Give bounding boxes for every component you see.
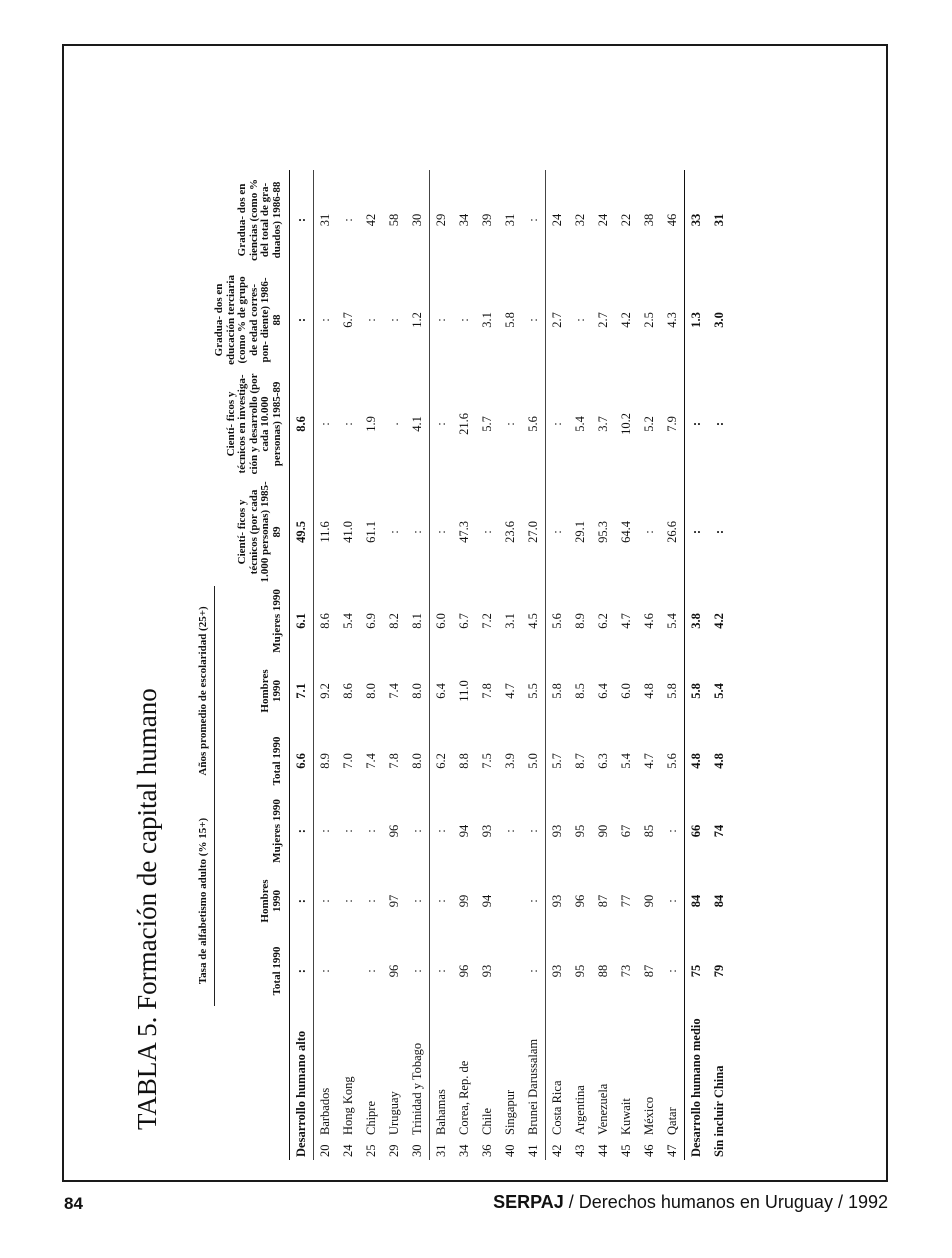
cell-value: 5.4 <box>712 683 726 699</box>
cell-value: : <box>685 478 709 586</box>
cell-value: : <box>526 899 540 903</box>
cell-value: 27.0 <box>526 521 540 543</box>
cell-value: : <box>665 969 679 973</box>
cell-value: 29.1 <box>573 521 587 543</box>
cell-value: : <box>410 899 424 903</box>
cell-value: 5.5 <box>526 683 540 699</box>
cell-value: 8.2 <box>387 613 401 629</box>
cell-value: : <box>294 898 308 904</box>
cell-value: 61.1 <box>364 521 378 543</box>
cell-value: 29 <box>430 170 454 270</box>
cell-value: 46 <box>665 213 679 227</box>
cell-value: : <box>387 318 401 322</box>
cell-value: 4.3 <box>665 312 679 328</box>
footer-publisher: SERPAJ <box>493 1192 564 1212</box>
cell-value: : <box>642 530 656 534</box>
cell-value: 38 <box>642 213 656 227</box>
table-row <box>615 170 638 1160</box>
cell-value: 90 <box>642 894 656 908</box>
table-row <box>522 170 546 1160</box>
row-rank: 42 <box>546 1138 570 1160</box>
cell-value: 30 <box>410 213 424 227</box>
cell-value: 8.7 <box>573 753 587 769</box>
section-label: Desarrollo humano alto <box>294 1030 308 1157</box>
cell-value: : <box>294 217 308 223</box>
page-number: 84 <box>64 1194 83 1213</box>
cell-value: : <box>341 218 355 222</box>
cell-value: 93 <box>480 964 494 978</box>
table-row <box>337 170 360 1160</box>
cell-value: 7.5 <box>480 753 494 769</box>
cell-value: 34 <box>457 213 471 227</box>
cell-value: 8.9 <box>314 726 338 796</box>
cell-value: 4.2 <box>712 613 726 629</box>
cell-value: 93 <box>546 936 570 1006</box>
cell-value: 90 <box>596 824 610 838</box>
cell-value: 7.4 <box>364 753 378 769</box>
cell-value: : <box>573 318 587 322</box>
row-rank: 40 <box>503 1144 517 1157</box>
cell-value: : <box>341 422 355 426</box>
cell-value: 41.0 <box>341 521 355 543</box>
cell-value: 5.8 <box>503 312 517 328</box>
footer-subtitle: / Derechos humanos en Uruguay / 1992 <box>563 1192 888 1212</box>
rotated-table-area <box>130 150 830 1160</box>
cell-value: : <box>546 370 570 478</box>
cell-value: 85 <box>642 824 656 838</box>
cell-value: 8.6 <box>314 586 338 656</box>
cell-value: 6.9 <box>364 613 378 629</box>
cell-value: 4.2 <box>619 312 633 328</box>
cell-value: 6.4 <box>596 683 610 699</box>
group-schooling: Años promedio de escolaridad (25+) <box>198 586 214 796</box>
cell-value: 97 <box>387 894 401 908</box>
cell-value: 96 <box>387 824 401 838</box>
column-header: Cientí- ficos y técnicos (por cada 1.000 personas) 1985-89 <box>214 478 290 586</box>
cell-value: 3.9 <box>503 753 517 769</box>
cell-value: 24 <box>546 170 570 270</box>
cell-value: 33 <box>685 170 709 270</box>
cell-value: : <box>314 866 338 936</box>
cell-value: 7.9 <box>665 416 679 432</box>
table-row <box>406 170 430 1160</box>
cell-value: 11.6 <box>314 478 338 586</box>
cell-value: 2.5 <box>642 312 656 328</box>
column-header: Hombres 1990 <box>214 656 290 726</box>
cell-value: 4.7 <box>619 613 633 629</box>
cell-value: 8.0 <box>410 753 424 769</box>
cell-value: : <box>712 529 726 535</box>
cell-value: : <box>685 370 709 478</box>
cell-value: 4.1 <box>410 416 424 432</box>
row-rank: 34 <box>457 1144 471 1157</box>
cell-value: 2.7 <box>546 270 570 370</box>
cell-value: 95 <box>573 824 587 838</box>
column-header: Mujeres 1990 <box>214 796 290 866</box>
row-rank: 46 <box>642 1144 656 1157</box>
row-country: Uruguay <box>387 1091 401 1135</box>
row-country: Argentina <box>573 1085 587 1135</box>
cell-value: 6.7 <box>457 613 471 629</box>
row-country: Kuwait <box>619 1098 633 1135</box>
row-rank: 43 <box>573 1144 587 1157</box>
cell-value: 7.8 <box>480 683 494 699</box>
cell-value: 8.1 <box>410 613 424 629</box>
cell-value: 4.6 <box>642 613 656 629</box>
row-rank: 20 <box>314 1138 338 1160</box>
row-country: México <box>642 1096 656 1135</box>
cell-value: : <box>430 796 454 866</box>
cell-value: 31 <box>314 170 338 270</box>
cell-value: 3.1 <box>503 613 517 629</box>
cell-value: 94 <box>480 894 494 908</box>
cell-value: 10.2 <box>619 413 633 435</box>
cell-value: : <box>665 829 679 833</box>
table-row <box>592 170 615 1160</box>
cell-value: : <box>457 318 471 322</box>
cell-value: : <box>410 969 424 973</box>
total-row <box>708 170 731 1160</box>
cell-value: 96 <box>457 964 471 978</box>
total-label: Sin incluir China <box>712 1065 726 1157</box>
cell-value: : <box>314 270 338 370</box>
cell-value: 6.2 <box>430 726 454 796</box>
table-row <box>476 170 499 1160</box>
row-country: Venezuela <box>596 1083 610 1135</box>
row-country: Chipre <box>364 1100 378 1135</box>
footer-publication <box>493 1192 888 1213</box>
group-literacy: Tasa de alfabetismo adulto (% 15+) <box>198 796 214 1006</box>
column-header: Cientí- ficos y técnicos en investiga- ción y desarrollo (por cada 10.000 personas) 1985-89 <box>214 370 290 478</box>
cell-value: 84 <box>685 866 709 936</box>
cell-value: 8.9 <box>573 613 587 629</box>
cell-value: : <box>712 421 726 427</box>
cell-value: : <box>364 969 378 973</box>
cell-value: 96 <box>573 894 587 908</box>
cell-value: : <box>294 317 308 323</box>
cell-value: 6.0 <box>619 683 633 699</box>
cell-value: 88 <box>596 964 610 978</box>
cell-value: 2.7 <box>596 312 610 328</box>
cell-value: 9.2 <box>314 656 338 726</box>
cell-value: : <box>546 478 570 586</box>
cell-value: 11.0 <box>457 680 471 702</box>
cell-value: 79 <box>712 964 726 978</box>
cell-value: : <box>526 318 540 322</box>
cell-value: : <box>410 829 424 833</box>
cell-value: 75 <box>685 936 709 1006</box>
cell-value <box>499 866 522 936</box>
cell-value: 95 <box>573 964 587 978</box>
cell-value: 4.8 <box>685 726 709 796</box>
cell-value: : <box>526 829 540 833</box>
cell-value: 73 <box>619 964 633 978</box>
cell-value: 26.6 <box>665 521 679 543</box>
cell-value: : <box>294 968 308 974</box>
cell-value: 66 <box>685 796 709 866</box>
row-rank: 45 <box>619 1144 633 1157</box>
row-country: Hong Kong <box>341 1076 355 1135</box>
cell-value: : <box>503 422 517 426</box>
cell-value: 8.0 <box>410 683 424 699</box>
cell-value: : <box>294 828 308 834</box>
cell-value: : <box>410 530 424 534</box>
cell-value: 3.7 <box>596 416 610 432</box>
cell-value: 4.7 <box>642 753 656 769</box>
row-country: Barbados <box>314 1006 338 1138</box>
cell-value: : <box>526 218 540 222</box>
cell-value: 93 <box>546 796 570 866</box>
cell-value: 7.8 <box>387 753 401 769</box>
cell-value: 5.6 <box>546 586 570 656</box>
cell-value: 5.4 <box>573 416 587 432</box>
cell-value <box>337 936 360 1006</box>
cell-value: 7.4 <box>387 683 401 699</box>
cell-value: : <box>430 866 454 936</box>
cell-value: 4.7 <box>503 683 517 699</box>
row-country: Bahamas <box>430 1006 454 1138</box>
table-row <box>546 170 570 1160</box>
table-row <box>430 170 454 1160</box>
cell-value: 7.1 <box>294 683 308 699</box>
cell-value: 4.8 <box>642 683 656 699</box>
row-country: Chile <box>480 1107 494 1135</box>
cell-value: 77 <box>619 894 633 908</box>
cell-value: 3.8 <box>685 586 709 656</box>
table-row <box>360 170 383 1160</box>
cell-value: 5.4 <box>665 613 679 629</box>
cell-value: 39 <box>480 213 494 227</box>
row-rank: 30 <box>410 1144 424 1157</box>
cell-value: . <box>387 422 401 426</box>
column-header: Total 1990 <box>214 936 290 1006</box>
cell-value: 8.5 <box>573 683 587 699</box>
cell-value: 47.3 <box>457 521 471 543</box>
cell-value: 6.6 <box>294 753 308 769</box>
row-country: Singapur <box>503 1089 517 1135</box>
table-row <box>661 170 685 1160</box>
cell-value: 5.8 <box>685 656 709 726</box>
row-country: Qatar <box>665 1107 679 1135</box>
cell-value: 5.4 <box>341 613 355 629</box>
cell-value <box>499 936 522 1006</box>
cell-value: : <box>665 899 679 903</box>
cell-value: 4.8 <box>712 753 726 769</box>
column-header: Gradua- dos en educación terciaria (como % de grupo de edad corres- pon- diente) 1986-88 <box>214 270 290 370</box>
section-row <box>290 170 314 1160</box>
row-country: Costa Rica <box>546 1006 570 1138</box>
cell-value: 6.4 <box>430 656 454 726</box>
cell-value: : <box>341 829 355 833</box>
cell-value: 8.0 <box>364 683 378 699</box>
cell-value: 5.4 <box>619 753 633 769</box>
column-header: Hombres 1990 <box>214 866 290 936</box>
cell-value: 32 <box>573 213 587 227</box>
table-row <box>569 170 592 1160</box>
table-row <box>499 170 522 1160</box>
cell-value: 6.7 <box>341 312 355 328</box>
cell-value: : <box>314 796 338 866</box>
cell-value: 58 <box>387 213 401 227</box>
cell-value: 1.9 <box>364 416 378 432</box>
row-rank: 29 <box>387 1144 401 1157</box>
cell-value: 23.6 <box>503 521 517 543</box>
cell-value: 67 <box>619 824 633 838</box>
cell-value: 5.8 <box>665 683 679 699</box>
cell-value: 4.5 <box>526 613 540 629</box>
cell-value: 5.0 <box>526 753 540 769</box>
cell-value: 95.3 <box>596 521 610 543</box>
cell-value: 6.0 <box>430 586 454 656</box>
cell-value: : <box>430 270 454 370</box>
column-header: Total 1990 <box>214 726 290 796</box>
row-rank: 31 <box>430 1138 454 1160</box>
cell-value: 22 <box>619 213 633 227</box>
cell-value: 31 <box>712 213 726 227</box>
cell-value: 21.6 <box>457 413 471 435</box>
cell-value: 99 <box>457 894 471 908</box>
capital-table <box>198 170 731 1160</box>
table-row <box>453 170 476 1160</box>
cell-value: : <box>364 829 378 833</box>
cell-value: 87 <box>642 964 656 978</box>
table-row <box>638 170 661 1160</box>
cell-value: 96 <box>387 964 401 978</box>
total-label: Desarrollo humano medio <box>685 1006 709 1160</box>
cell-value: : <box>314 936 338 1006</box>
cell-value: 1.2 <box>410 312 424 328</box>
row-country: Brunei Darussalam <box>526 1038 540 1135</box>
cell-value: : <box>387 530 401 534</box>
column-header: Gradua- dos en ciencias (como % del total de gra- duados) 1986-88 <box>214 170 290 270</box>
cell-value: 8.6 <box>294 416 308 432</box>
cell-value: : <box>503 829 517 833</box>
row-rank: 41 <box>526 1144 540 1157</box>
cell-value: : <box>430 370 454 478</box>
cell-value: 5.6 <box>526 416 540 432</box>
cell-value: 31 <box>503 213 517 227</box>
cell-value: : <box>526 969 540 973</box>
table-row <box>314 170 338 1160</box>
column-header: Mujeres 1990 <box>214 586 290 656</box>
cell-value: 64.4 <box>619 521 633 543</box>
cell-value: 94 <box>457 824 471 838</box>
cell-value: 6.3 <box>596 753 610 769</box>
cell-value: : <box>341 899 355 903</box>
row-country: Trinidad y Tobago <box>410 1042 424 1135</box>
cell-value: 8.6 <box>341 683 355 699</box>
total-row <box>685 170 709 1160</box>
cell-value: 74 <box>712 824 726 838</box>
cell-value: : <box>314 370 338 478</box>
cell-value: 93 <box>546 866 570 936</box>
cell-value: 24 <box>596 213 610 227</box>
cell-value: 5.8 <box>546 656 570 726</box>
cell-value: 7.0 <box>341 753 355 769</box>
row-rank: 24 <box>341 1144 355 1157</box>
cell-value: 5.7 <box>480 416 494 432</box>
row-rank: 36 <box>480 1144 494 1157</box>
row-rank: 47 <box>665 1144 679 1157</box>
row-rank: 44 <box>596 1144 610 1157</box>
cell-value: 93 <box>480 824 494 838</box>
cell-value: 5.7 <box>546 726 570 796</box>
cell-value: : <box>430 936 454 1006</box>
table-row <box>383 170 406 1160</box>
cell-value: : <box>480 530 494 534</box>
cell-value: : <box>430 478 454 586</box>
cell-value: 42 <box>364 213 378 227</box>
cell-value: 87 <box>596 894 610 908</box>
cell-value: 8.8 <box>457 753 471 769</box>
cell-value: 6.1 <box>294 613 308 629</box>
cell-value: 5.6 <box>665 753 679 769</box>
cell-value: 6.2 <box>596 613 610 629</box>
cell-value: 3.0 <box>712 312 726 328</box>
row-country: Corea, Rep. de <box>457 1060 471 1135</box>
cell-value: : <box>364 318 378 322</box>
cell-value: 5.2 <box>642 416 656 432</box>
cell-value: : <box>364 899 378 903</box>
cell-value: 1.3 <box>685 270 709 370</box>
cell-value: 49.5 <box>294 521 308 543</box>
cell-value: 7.2 <box>480 613 494 629</box>
row-rank: 25 <box>364 1144 378 1157</box>
cell-value: 84 <box>712 894 726 908</box>
cell-value: 3.1 <box>480 312 494 328</box>
table-title: TABLA 5. Formación de capital humano <box>132 688 162 1130</box>
